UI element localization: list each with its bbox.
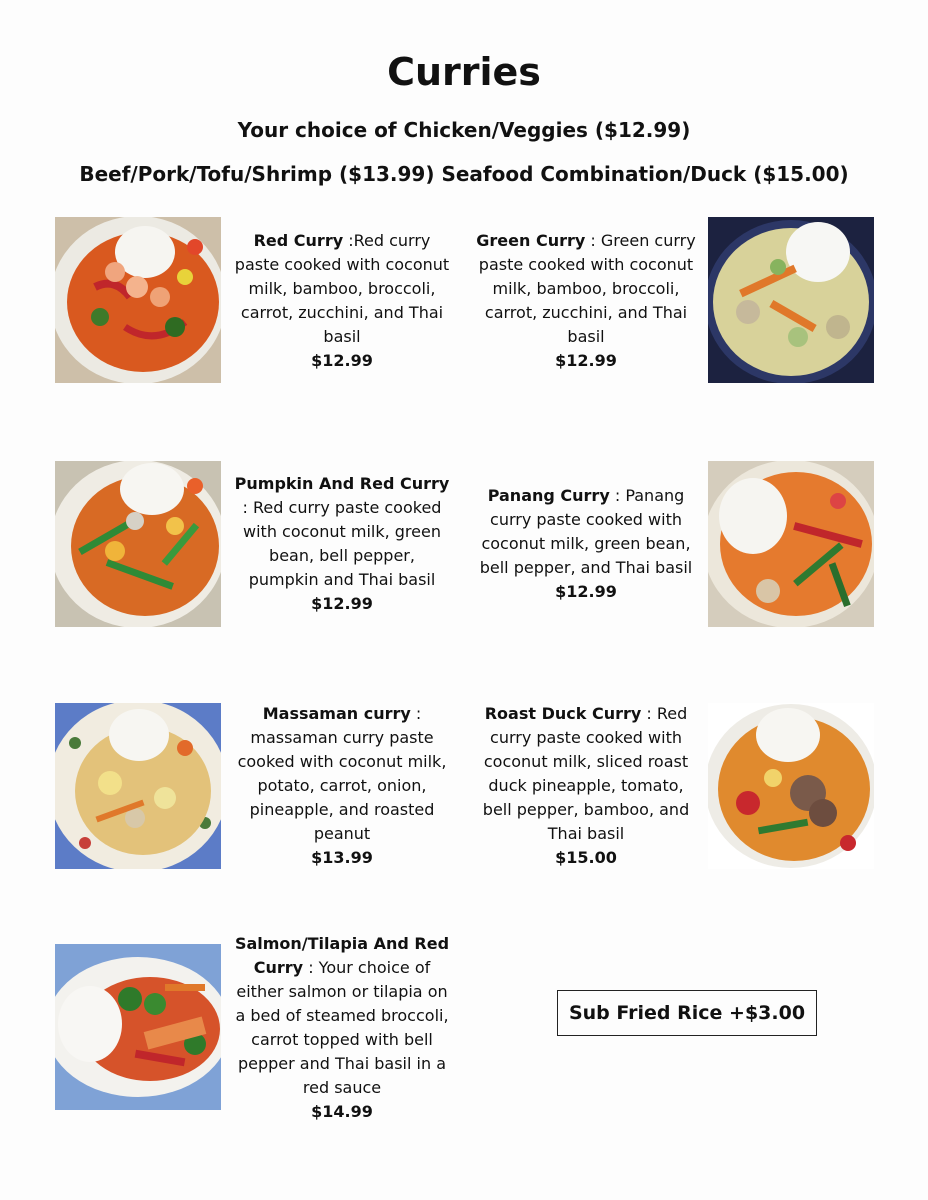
page-title: Curries bbox=[387, 50, 541, 94]
item-name: Green Curry bbox=[476, 231, 586, 250]
item-price: $12.99 bbox=[555, 582, 617, 601]
menu-item-green-curry: Green Curry : Green curry paste cooked with coconut milk, bamboo, broccoli, carrot, zucchini, and Thai basil $12.99 bbox=[476, 229, 696, 373]
item-price: $12.99 bbox=[311, 594, 373, 613]
price-subtitle-1: Your choice of Chicken/Veggies ($12.99) bbox=[237, 118, 691, 142]
menu-item-red-curry: Red Curry :Red curry paste cooked with coconut milk, bamboo, broccoli, carrot, zucchini, and Thai basil $12.99 bbox=[232, 229, 452, 373]
item-price: $12.99 bbox=[555, 351, 617, 370]
item-description: Red curry paste cooked with coconut milk, bamboo, broccoli, carrot, zucchini, and Thai basil bbox=[234, 231, 450, 346]
item-name: Massaman curry bbox=[262, 704, 411, 723]
item-description: massaman curry paste cooked with coconut milk, potato, carrot, onion, pineapple, and roasted peanut bbox=[237, 728, 447, 843]
item-price: $13.99 bbox=[311, 848, 373, 867]
red-curry-photo bbox=[55, 217, 221, 383]
item-name: Salmon/Tilapia And Red Curry bbox=[234, 934, 450, 977]
roast-duck-curry-photo bbox=[708, 703, 874, 869]
green-curry-photo bbox=[708, 217, 874, 383]
pumpkin-curry-photo bbox=[55, 461, 221, 627]
fried-rice-addon-box: Sub Fried Rice +$3.00 bbox=[557, 990, 817, 1036]
item-price: $14.99 bbox=[311, 1102, 373, 1121]
price-subtitle-2: Beef/Pork/Tofu/Shrimp ($13.99) Seafood Combination/Duck ($15.00) bbox=[79, 162, 849, 186]
item-price: $12.99 bbox=[311, 351, 373, 370]
item-description: Panang curry paste cooked with coconut milk, green bean, bell pepper, and Thai basil bbox=[479, 486, 693, 577]
menu-item-pumpkin-red-curry: Pumpkin And Red Curry : Red curry paste cooked with coconut milk, green bean, bell pepper, pumpkin and Thai basil $12.99 bbox=[232, 472, 452, 616]
item-name: Roast Duck Curry bbox=[484, 704, 642, 723]
panang-curry-photo bbox=[708, 461, 874, 627]
menu-item-roast-duck-curry: Roast Duck Curry : Red curry paste cooked with coconut milk, sliced roast duck pineapple, tomato, bell pepper, bamboo, and Thai basil $15.00 bbox=[476, 702, 696, 870]
massaman-curry-photo bbox=[55, 703, 221, 869]
menu-item-salmon-tilapia-curry: Salmon/Tilapia And Red Curry : Your choice of either salmon or tilapia on a bed of steamed broccoli, carrot topped with bell pepper and Thai basil in a red sauce $14.99 bbox=[232, 932, 452, 1124]
item-description: Your choice of either salmon or tilapia on a bed of steamed broccoli, carrot topped with bell pepper and Thai basil in a red sauce bbox=[235, 958, 449, 1097]
salmon-curry-photo bbox=[55, 944, 221, 1110]
item-description: Red curry paste cooked with coconut milk, sliced roast duck pineapple, tomato, bell pepper, bamboo, and Thai basil bbox=[482, 704, 690, 843]
item-price: $15.00 bbox=[555, 848, 617, 867]
menu-item-massaman-curry: Massaman curry : massaman curry paste cooked with coconut milk, potato, carrot, onion, pineapple, and roasted peanut $13.99 bbox=[232, 702, 452, 870]
item-description: Green curry paste cooked with coconut milk, bamboo, broccoli, carrot, zucchini, and Thai basil bbox=[478, 231, 696, 346]
item-name: Pumpkin And Red Curry bbox=[234, 474, 450, 493]
item-name: Red Curry bbox=[253, 231, 344, 250]
menu-item-panang-curry: Panang Curry : Panang curry paste cooked with coconut milk, green bean, bell pepper, and Thai basil $12.99 bbox=[476, 484, 696, 604]
item-description: Red curry paste cooked with coconut milk, green bean, bell pepper, pumpkin and Thai basil bbox=[243, 498, 442, 589]
item-name: Panang Curry bbox=[487, 486, 610, 505]
